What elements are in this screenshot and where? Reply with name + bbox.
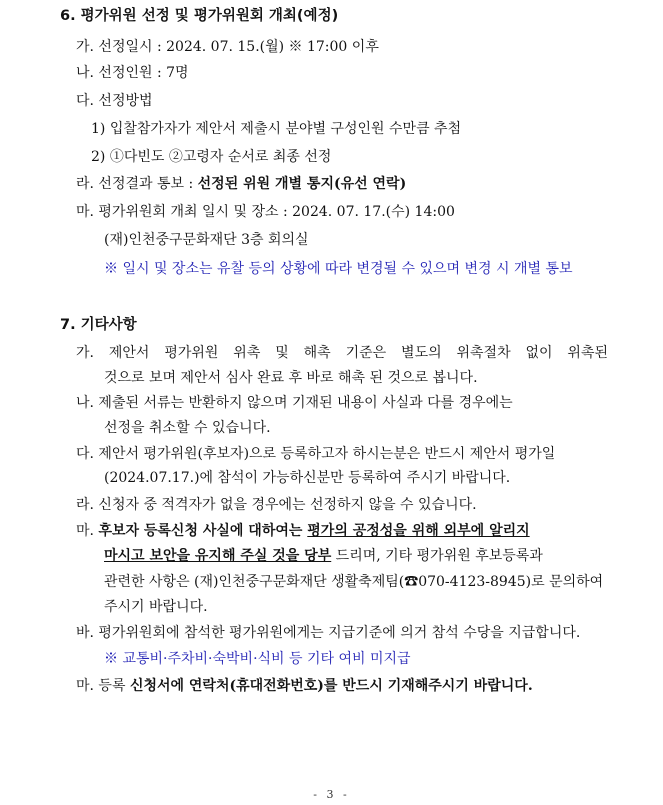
selection-result: 라. 선정결과 통보 : 선정된 위원 개별 통지(유선 연락) <box>76 176 407 192</box>
misc-e-line4: 주시기 바랍니다. <box>104 599 208 615</box>
misc-d: 라. 신청자 중 적격자가 없을 경우에는 선정하지 않을 수 있습니다. <box>76 497 477 513</box>
selection-date: 가. 선정일시 : 2024. 07. 15.(월) ※ 17:00 이후 <box>76 39 379 55</box>
misc-b-line1: 나. 제출된 서류는 반환하지 않으며 기재된 내용이 사실과 다를 경우에는 <box>76 395 513 411</box>
page-number: - 3 - <box>313 788 350 801</box>
selection-method-2: 2) ①다빈도 ②고령자 순서로 최종 선정 <box>91 149 332 165</box>
selection-method: 다. 선정방법 <box>76 93 153 109</box>
schedule-change-note: ※ 일시 및 장소는 유찰 등의 상황에 따라 변경될 수 있으며 변경 시 개별 통보 <box>104 261 573 277</box>
committee-place: (재)인천중구문화재단 3층 회의실 <box>104 232 309 248</box>
misc-f: 바. 평가위원회에 참석한 평가위원에게는 지급기준에 의거 참석 수당을 지급합니다. <box>76 625 581 641</box>
misc-e-line2: 마시고 보안을 유지해 주실 것을 당부 드리며, 기타 평가위원 후보등록과 <box>104 548 543 564</box>
committee-schedule: 마. 평가위원회 개최 일시 및 장소 : 2024. 07. 17.(수) 14:00 <box>76 204 455 220</box>
misc-a-line2: 것으로 보며 제안서 심사 완료 후 바로 해촉 된 것으로 봅니다. <box>104 370 478 386</box>
misc-g: 마. 등록 신청서에 연락처(휴대전화번호)를 반드시 기재해주시기 바랍니다. <box>76 678 533 694</box>
section-6-heading: 6. 평가위원 선정 및 평가위원회 개최(예정) <box>60 8 339 24</box>
selection-result-emphasis: 선정된 위원 개별 통지(유선 연락) <box>197 176 407 192</box>
misc-c-line1: 다. 제안서 평가위원(후보자)으로 등록하고자 하시는분은 반드시 제안서 평가일 <box>76 446 556 462</box>
expense-note: ※ 교통비·주차비·숙박비·식비 등 기타 여비 미지급 <box>104 651 411 667</box>
misc-e-contact: 관련한 사항은 (재)인천중구문화재단 생활축제팀(☎070-4123-8945)로 문의하여 <box>104 574 604 590</box>
confidentiality-emphasis: 평가의 공정성을 위해 외부에 알리지 <box>307 523 530 539</box>
selection-method-1: 1) 입찰참가자가 제안서 제출시 분야별 구성인원 수만큼 추첨 <box>91 121 462 137</box>
misc-c-line2: (2024.07.17.)에 참석이 가능하신분만 등록하여 주시기 바랍니다. <box>104 470 511 486</box>
misc-a-line1: 가. 제안서 평가위원 위촉 및 해촉 기준은 별도의 위촉절차 없이 위촉된 <box>76 345 608 361</box>
selection-count: 나. 선정인원 : 7명 <box>76 65 189 81</box>
misc-e-line1: 마. 후보자 등록신청 사실에 대하여는 평가의 공정성을 위해 외부에 알리지 <box>76 523 530 539</box>
section-7-heading: 7. 기타사항 <box>60 317 137 333</box>
misc-b-line2: 선정을 취소할 수 있습니다. <box>104 420 271 436</box>
